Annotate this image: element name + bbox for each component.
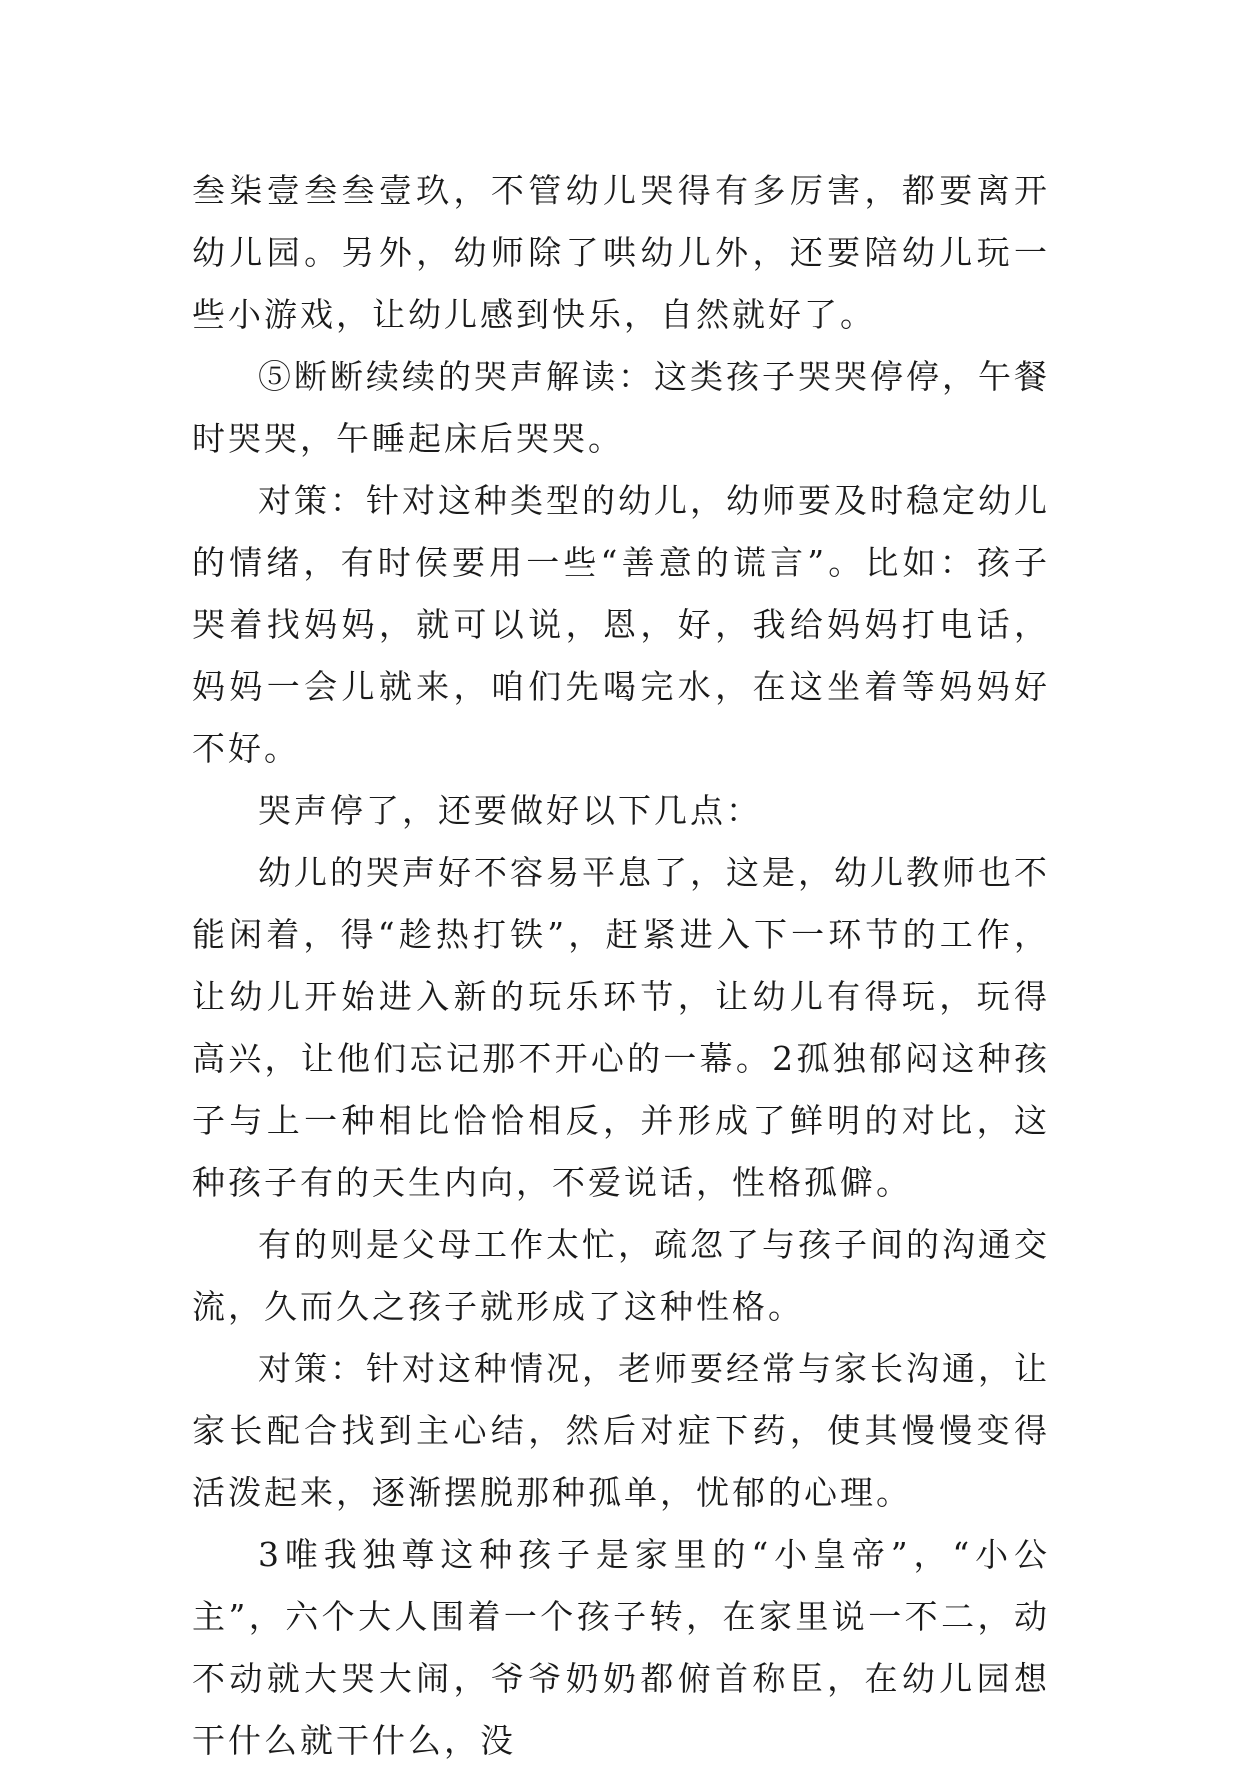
document-body (192, 160, 1050, 1772)
paragraph-6: 有的则是父母工作太忙，疏忽了与孩子间的沟通交流，久而久之孩子就形成了这种性格。 (192, 1225, 1050, 1326)
paragraph-1: 叁柒壹叁叁壹玖，不管幼儿哭得有多厉害，都要离开幼儿园。另外，幼师除了哄幼儿外，还要陪幼儿玩一些小游戏，让幼儿感到快乐，自然就好了。 (192, 171, 1050, 334)
paragraph-3: 对策：针对这种类型的幼儿，幼师要及时稳定幼儿的情绪，有时侯要用一些“善意的谎言”。比如：孩子哭着找妈妈，就可以说，恩，好，我给妈妈打电话，妈妈一会儿就来，咱们先喝完水，在这坐着等妈妈好不好。 (192, 481, 1050, 768)
paragraph-2: ⑤断断续续的哭声解读：这类孩子哭哭停停，午餐时哭哭，午睡起床后哭哭。 (192, 357, 1050, 458)
paragraph-8: 3唯我独尊这种孩子是家里的“小皇帝”，“小公主”，六个大人围着一个孩子转，在家里说一不二，动不动就大哭大闹，爷爷奶奶都俯首称臣，在幼儿园想干什么就干什么，没 (192, 1535, 1050, 1760)
paragraph-4: 哭声停了，还要做好以下几点： (258, 791, 762, 830)
paragraph-5: 幼儿的哭声好不容易平息了，这是，幼儿教师也不能闲着，得“趁热打铁”，赶紧进入下一环节的工作，让幼儿开始进入新的玩乐环节，让幼儿有得玩，玩得高兴，让他们忘记那不开心的一幕。2孤独郁闷这种孩子与上一种相比恰恰相反，并形成了鲜明的对比，这种孩子有的天生内向，不爱说话，性格孤僻。 (192, 853, 1050, 1202)
paragraph-7: 对策：针对这种情况，老师要经常与家长沟通，让家长配合找到主心结，然后对症下药，使其慢慢变得活泼起来，逐渐摆脱那种孤单，忧郁的心理。 (192, 1349, 1050, 1512)
